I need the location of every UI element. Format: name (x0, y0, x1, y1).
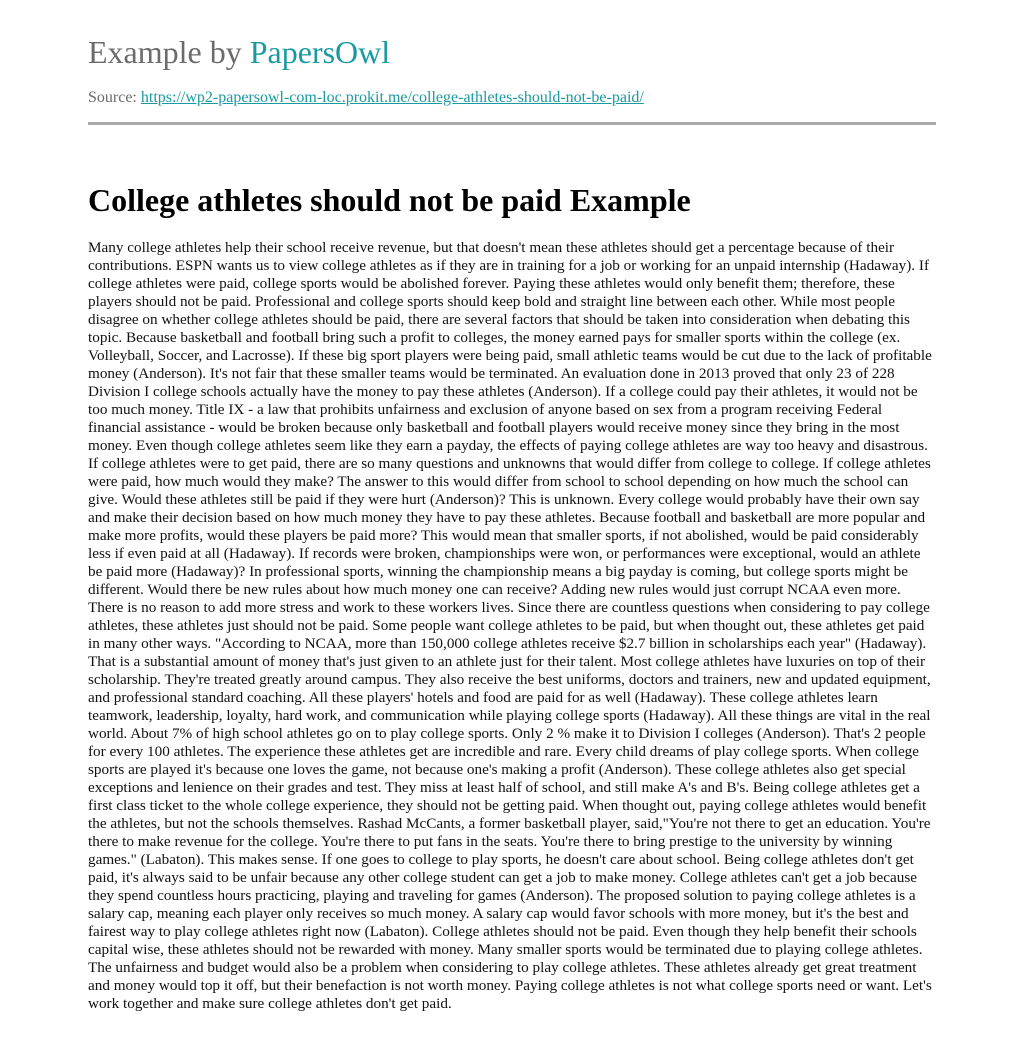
article-title: College athletes should not be paid Example (88, 182, 691, 218)
source-line (88, 88, 644, 108)
source-link[interactable]: https://wp2-papersowl-com-loc.prokit.me/college-athletes-should-not-be-paid/ (140, 89, 644, 106)
header-divider (88, 122, 936, 125)
source-label: Source: (88, 89, 141, 106)
brand-header (88, 32, 390, 72)
brand-name-link[interactable]: PapersOwl (249, 34, 391, 70)
article-body: Many college athletes help their school receive revenue, but that doesn't mean these athletes should get a percentage because of their contributions. ESPN wants us to view college athletes as if they are in training for a job or working for an unpaid internship (Hadaway). If college athletes were paid, college sports would be abolished forever. Paying these athletes would only benefit them; therefore, these players should not be paid. Professional and college sports should keep bold and straight line between each other. While most people disagree on whether college athletes should be paid, there are several factors that should be taken into consideration when debating this topic. Because basketball and football bring such a profit to colleges, the money earned pays for smaller sports within the college (ex. Volleyball, Soccer, and Lacrosse). If these big sport players were being paid, small athletic teams would be cut due to the lack of profitable money (Anderson). It's not fair that these smaller teams would be terminated. An evaluation done in 2013 proved that only 23 of 228 Division I college schools actually have the money to pay these athletes (Anderson). If a college could pay their athletes, it would not be too much money. Title IX - a law that prohibits unfairness and exclusion of anyone based on sex from a program receiving Federal financial assistance - would be broken because only basketball and football players would receive money since they bring in the most money. Even though college athletes seem like they earn a payday, the effects of paying college athletes are way too heavy and disastrous. If college athletes were to get paid, there are so many questions and unknowns that would differ from college to college. If college athletes were paid, how much would they make? The answer to this would differ from school to school depending on how much the school can give. Would these athletes still be paid if they were hurt (Anderson)? This is unknown. Every college would probably have their own say and make their decision based on how much money they have to pay these athletes. Because football and basketball are more popular and make more profits, would these players be paid more? This would mean that smaller sports, if not abolished, would be paid considerably less if even paid at all (Hadaway). If records were broken, championships were won, or performances were exceptional, would an athlete be paid more (Hadaway)? In professional sports, winning the championship means a big payday is coming, but college sports might be different. Would there be new rules about how much money one can receive? Adding new rules would just corrupt NCAA even more. There is no reason to add more stress and work to these workers lives. Since there are countless questions when considering to pay college athletes, these athletes just should not be paid. Some people want college athletes to be paid, but when thought out, these athletes get paid in many other ways. "According to NCAA, more than 150,000 college athletes receive $2.7 billion in scholarships each year" (Hadaway). That is a substantial amount of money that's just given to an athlete just for their talent. Most college athletes have luxuries on top of their scholarship. They're treated greatly around campus. They also receive the best uniforms, doctors and trainers, new and updated equipment, and professional standard coaching. All these players' hotels and food are paid for as well (Hadaway). These college athletes learn teamwork, leadership, loyalty, hard work, and communication while playing college sports (Hadaway). All these things are vital in the real world. About 7% of high school athletes go on to play college sports. Only 2 % make it to Division I colleges (Anderson). That's 2 people for every 100 athletes. The experience these athletes get are incredible and rare. Every child dreams of play college sports. When college sports are played it's because one loves the game, not because one's making a profit (Anderson). These college athletes also get special exceptions and lenience on their grades and test. They miss at least half of school, and still make A's and B's. Being college athletes get a first class ticket to the whole college experience, they should not be getting paid. When thought out, paying college athletes would benefit the athletes, but not the schools themselves. Rashad McCants, a former basketball player, said,"You're not there to get an education. You're there to make revenue for the college. You're there to put fans in the seats. You're there to bring prestige to the university by winning games." (Labaton). This makes sense. If one goes to college to play sports, he doesn't care about school. Being college athletes don't get paid, it's always said to be unfair because any other college student can get a job to make money. College athletes can't get a job because they spend countless hours practicing, playing and traveling for games (Anderson). The proposed solution to paying college athletes is a salary cap, meaning each player only receives so much money. A salary cap would favor schools with more money, but it's the best and fairest way to play college athletes right now (Labaton). College athletes should not be paid. Even though they help benefit their schools capital wise, these athletes should not be rewarded with money. Many smaller sports would be terminated due to playing college athletes. The unfairness and budget would also be a problem when considering to play college athletes. These athletes already get great treatment and money would top it off, but their benefaction is not worth money. Paying college athletes is not what college sports need or want. Let's work together and make sure college athletes don't get paid. (88, 239, 932, 1012)
brand-prefix: Example by (88, 34, 250, 70)
